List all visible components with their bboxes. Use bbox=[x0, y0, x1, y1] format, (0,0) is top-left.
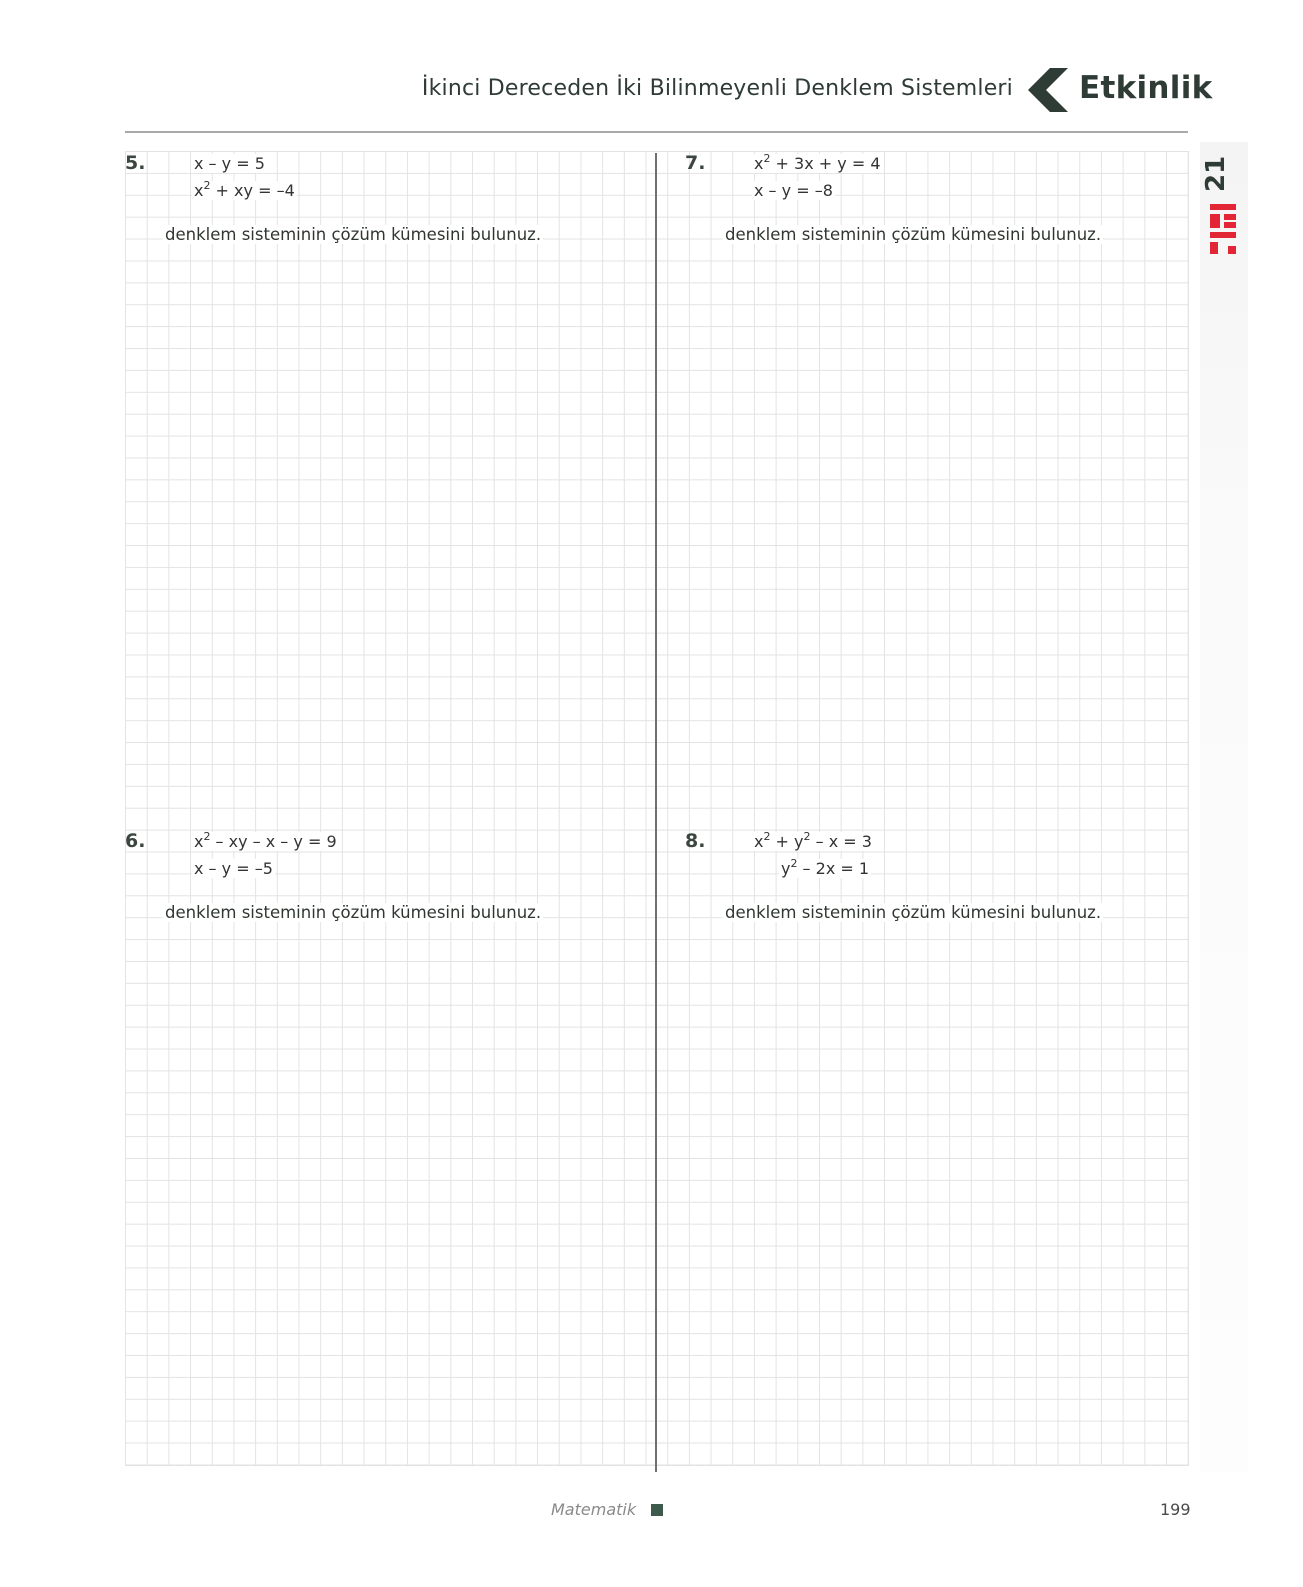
problem-6-prompt: denklem sisteminin çözüm kümesini bulunuz. bbox=[165, 903, 542, 922]
column-divider bbox=[655, 153, 657, 1472]
problem-8-equation-2: $y^2 - 2x = 1$ bbox=[781, 856, 870, 878]
side-tab-number: 21 bbox=[1201, 155, 1231, 192]
problem-5-number: 5. bbox=[125, 152, 146, 174]
problem-7-number: 7. bbox=[685, 152, 706, 174]
header-divider bbox=[125, 131, 1188, 133]
problem-7-equation-1: $x^2 + 3x + y = 4$ bbox=[754, 151, 881, 173]
section-label: Etkinlik bbox=[1079, 70, 1213, 106]
problem-6-number: 6. bbox=[125, 830, 146, 852]
problem-5-equation-1: x – y = 5 bbox=[194, 154, 265, 173]
page-header-title: İkinci Dereceden İki Bilinmeyenli Denklem Sistemleri bbox=[421, 76, 1013, 101]
footer-subject: Matematik bbox=[551, 1500, 637, 1519]
problem-8-equation-1: $x^2 + y^2 - x = 3$ bbox=[754, 829, 872, 851]
problem-6-equation-1: $x^2$ – xy – x – y = 9 bbox=[194, 829, 337, 851]
problem-8-prompt: denklem sisteminin çözüm kümesini bulunuz. bbox=[725, 903, 1102, 922]
problem-5-prompt: denklem sisteminin çözüm kümesini bulunuz. bbox=[165, 225, 542, 244]
problem-7-equation-2: x – y = –8 bbox=[754, 181, 833, 200]
side-tab bbox=[1200, 142, 1248, 1472]
graph-paper-grid bbox=[125, 151, 1189, 1466]
chevron-left-icon bbox=[1028, 68, 1070, 112]
page-number: 199 bbox=[1160, 1500, 1191, 1519]
problem-5-equation-2: $x^2$ + xy = –4 bbox=[194, 178, 295, 200]
side-tab-label bbox=[1201, 152, 1241, 262]
footer-square-icon bbox=[651, 1504, 663, 1516]
problem-6-equation-2: x – y = –5 bbox=[194, 859, 273, 878]
problem-7-prompt: denklem sisteminin çözüm kümesini bulunuz. bbox=[725, 225, 1102, 244]
problem-8-number: 8. bbox=[685, 830, 706, 852]
